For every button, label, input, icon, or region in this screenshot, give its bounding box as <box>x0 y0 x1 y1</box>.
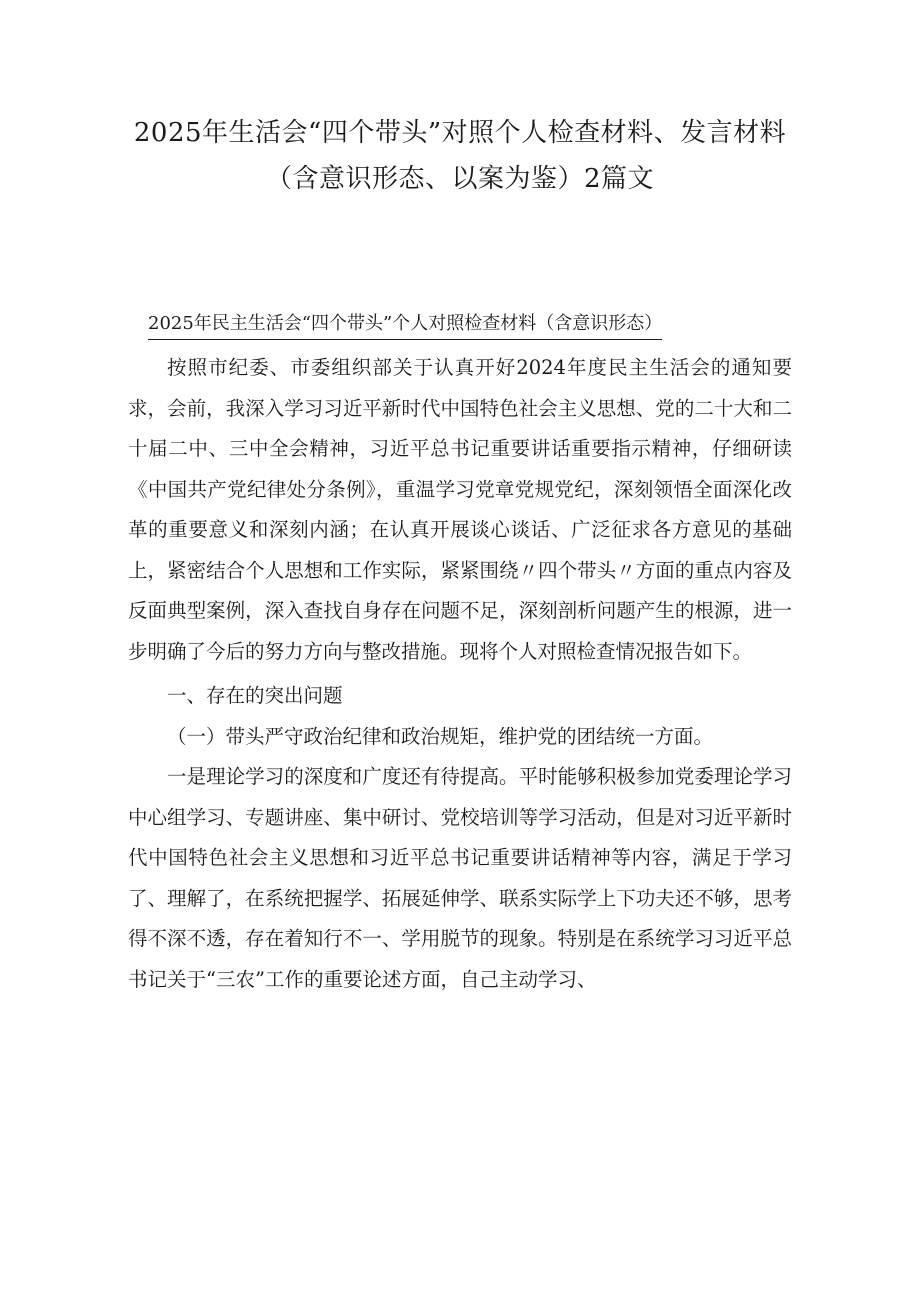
section-heading: 2025年民主生活会“四个带头”个人对照检查材料（含意识形态） <box>148 310 662 340</box>
document-body <box>128 348 792 1000</box>
point-one-paragraph: 一是理论学习的深度和广度还有待提高。平时能够积极参加党委理论学习中心组学习、专题讲座、集中研讨、党校培训等学习活动，但是对习近平新时代中国特色社会主义思想和习近平总书记重要讲话精神等内容，满足于学习了、理解了，在系统把握学、拓展延伸学、联系实际学上下功夫还不够，思考得不深不透，存在着知行不一、学用脱节的现象。特别是在系统学习习近平总书记关于“三农”工作的重要论述方面，自己主动学习、 <box>128 765 792 991</box>
intro-paragraph: 按照市纪委、市委组织部关于认真开好2024年度民主生活会的通知要求，会前，我深入学习习近平新时代中国特色社会主义思想、党的二十大和二十届二中、三中全会精神，习近平总书记重要讲话重要指示精神，仔细研读《中国共产党纪律处分条例》，重温学习党章党规党纪，深刻领悟全面深化改革的重要意义和深刻内涵；在认真开展谈心谈话、广泛征求各方意见的基础上，紧密结合个人思想和工作实际，紧紧围绕〃四个带头〃方面的重点内容及反面典型案例，深入查找自身存在问题不足，深刻剖析问题产生的根源，进一步明确了今后的努力方向与整改措施。现将个人对照检查情况报告如下。 <box>128 356 792 663</box>
problems-heading: 一、存在的突出问题 <box>167 684 343 707</box>
document-title: 2025年生活会“四个带头”对照个人检查材料、发言材料（含意识形态、以案为鉴）2篇文 <box>133 118 787 194</box>
subsection-heading: （一）带头严守政治纪律和政治规矩，维护党的团结统一方面。 <box>167 724 714 748</box>
